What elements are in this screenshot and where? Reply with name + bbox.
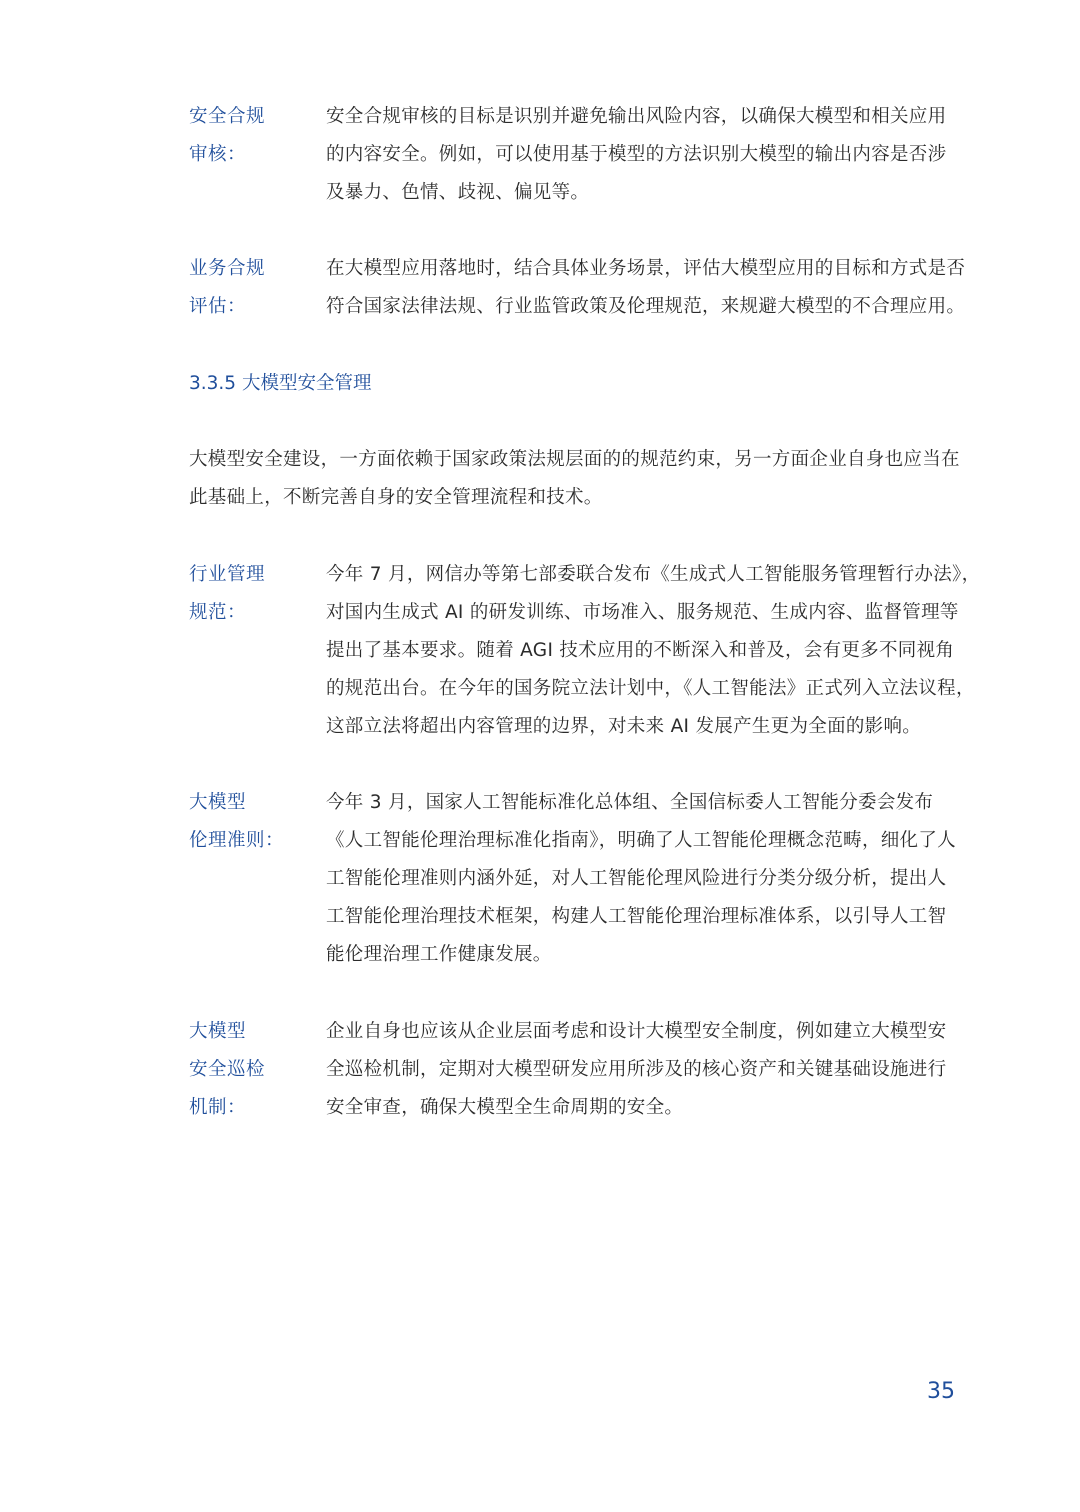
entry-text	[326, 556, 981, 746]
entry-text-line: 安全合规审核的目标是识别并避免输出风险内容，以确保大模型和相关应用	[326, 106, 947, 127]
entry-label-line: 大模型	[189, 1021, 247, 1042]
intro-line: 此基础上，不断完善自身的安全管理流程和技术。	[189, 487, 603, 508]
section-intro-paragraph	[189, 441, 989, 517]
entry-text-line: 对国内生成式 AI 的研发训练、市场准入、服务规范、生成内容、监督管理等	[326, 602, 959, 623]
entry-label-line: 审核：	[189, 144, 247, 165]
entry-text-line: 企业自身也应该从企业层面考虑和设计大模型安全制度，例如建立大模型安	[326, 1021, 947, 1042]
entry-label-line: 机制：	[189, 1097, 247, 1118]
entry-text-line: 能伦理治理工作健康发展。	[326, 944, 552, 965]
entry-label-line: 行业管理	[189, 564, 266, 585]
entry-label-line: 安全巡检	[189, 1059, 266, 1080]
entry-label-line: 安全合规	[189, 106, 266, 127]
entry-label	[189, 1013, 309, 1127]
entry-text	[326, 250, 976, 326]
entry-text-line: 今年 7 月，网信办等第七部委联合发布《生成式人工智能服务管理暂行办法》，	[326, 564, 981, 585]
entry-text-line: 及暴力、色情、歧视、偏见等。	[326, 182, 590, 203]
entry-label-line: 大模型	[189, 792, 247, 813]
entry-label-line: 伦理准则：	[189, 830, 285, 851]
entry-text-line: 在大模型应用落地时，结合具体业务场景，评估大模型应用的目标和方式是否	[326, 258, 966, 279]
entry-text	[326, 784, 976, 974]
intro-line: 大模型安全建设，一方面依赖于国家政策法规层面的的规范约束，另一方面企业自身也应当在	[189, 449, 960, 470]
entry-label	[189, 556, 309, 632]
entry-label-line: 评估：	[189, 296, 247, 317]
entry-text	[326, 1013, 976, 1127]
entry-text-line: 《人工智能伦理治理标准化指南》，明确了人工智能伦理概念范畴，细化了人	[326, 830, 956, 851]
entry-label-line: 业务合规	[189, 258, 266, 279]
section-title: 3.3.5 大模型安全管理	[189, 373, 372, 394]
entry-text-line: 工智能伦理治理技术框架，构建人工智能伦理治理标准体系，以引导人工智	[326, 906, 947, 927]
entry-text-line: 工智能伦理准则内涵外延，对人工智能伦理风险进行分类分级分析，提出人	[326, 868, 947, 889]
entry-label	[189, 250, 309, 326]
entry-text-line: 安全审查，确保大模型全生命周期的安全。	[326, 1097, 684, 1118]
entry-text-line: 提出了基本要求。随着 AGI 技术应用的不断深入和普及，会有更多不同视角	[326, 640, 955, 661]
entry-label	[189, 784, 309, 860]
entry-text-line: 全巡检机制，定期对大模型研发应用所涉及的核心资产和关键基础设施进行	[326, 1059, 947, 1080]
entry-label	[189, 98, 309, 174]
page-number: 35	[927, 1379, 955, 1404]
entry-text	[326, 98, 976, 212]
entry-text-line: 这部立法将超出内容管理的边界，对未来 AI 发展产生更为全面的影响。	[326, 716, 922, 737]
entry-text-line: 符合国家法律法规、行业监管政策及伦理规范，来规避大模型的不合理应用。	[326, 296, 966, 317]
entry-text-line: 的内容安全。例如，可以使用基于模型的方法识别大模型的输出内容是否涉	[326, 144, 947, 165]
entry-text-line: 的规范出台。在今年的国务院立法计划中，《人工智能法》正式列入立法议程，	[326, 678, 975, 699]
entry-text-line: 今年 3 月，国家人工智能标准化总体组、全国信标委人工智能分委会发布	[326, 792, 934, 813]
entry-label-line: 规范：	[189, 602, 247, 623]
